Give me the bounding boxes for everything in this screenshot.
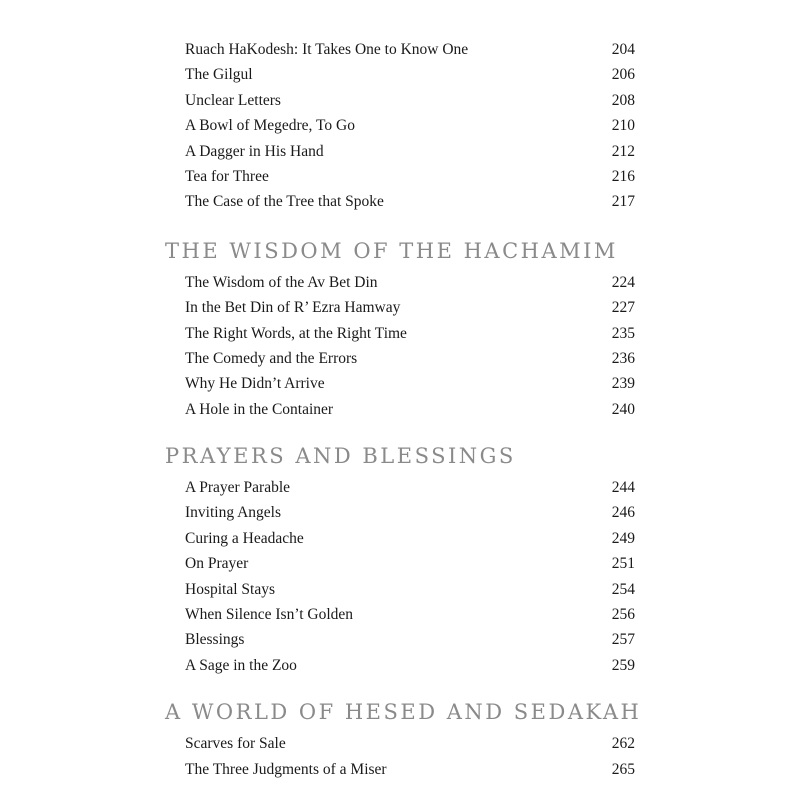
toc-entry-title: A Prayer Parable: [185, 479, 291, 497]
toc-entry-title: Hospital Stays: [185, 580, 275, 598]
toc-entry: [160, 139, 640, 164]
toc-entry-title: The Comedy and the Errors: [185, 349, 358, 367]
toc-entry-title: Tea for Three: [185, 167, 269, 185]
toc-entry: [160, 602, 640, 627]
toc-entry-title: Inviting Angels: [185, 504, 282, 522]
toc-entry: [160, 500, 640, 525]
toc-page-number: 206: [611, 66, 635, 84]
toc-page-number: 265: [611, 760, 635, 778]
toc-entry: [160, 475, 640, 500]
toc-entry-title: Curing a Headache: [185, 529, 304, 547]
table-of-contents: [160, 37, 640, 782]
toc-page-number: 256: [611, 606, 635, 624]
toc-page-number: 204: [611, 41, 635, 58]
toc-section-hesed: [160, 690, 640, 782]
toc-entry: [160, 62, 640, 87]
toc-page-number: 236: [611, 349, 635, 367]
toc-entry: [160, 164, 640, 189]
toc-page-number: 257: [611, 631, 635, 649]
toc-page-number: 254: [611, 580, 635, 598]
toc-entry-title: Blessings: [185, 631, 245, 649]
toc-entry-title: The Gilgul: [185, 66, 253, 84]
section-heading: A WORLD OF HESED AND SEDAKAH: [165, 700, 642, 725]
toc-page-number: 212: [611, 142, 635, 160]
toc-entry: [160, 321, 640, 346]
toc-page-number: 249: [611, 529, 635, 547]
toc-page-number: 227: [611, 299, 635, 317]
toc-entry: [160, 270, 640, 295]
toc-entry: [160, 397, 640, 422]
toc-entry-title: A Sage in the Zoo: [185, 656, 297, 674]
toc-entry: [160, 577, 640, 602]
toc-entry-title: A Dagger in His Hand: [185, 142, 324, 160]
toc-entry: [160, 295, 640, 320]
toc-page-number: 262: [611, 735, 635, 753]
toc-entry: [160, 551, 640, 576]
toc-page-number: 246: [611, 504, 635, 522]
toc-entry: [160, 627, 640, 652]
toc-page-number: 235: [611, 324, 635, 342]
toc-section-prayers: [160, 434, 640, 678]
toc-entry-title: The Wisdom of the Av Bet Din: [185, 273, 378, 291]
toc-page-number: 259: [611, 656, 635, 674]
toc-entry-title: The Case of the Tree that Spoke: [185, 193, 384, 211]
toc-page-number: 210: [611, 117, 635, 135]
toc-entry-title: Ruach HaKodesh: It Takes One to Know One: [185, 41, 469, 58]
toc-entry: [160, 189, 640, 214]
toc-page-number: 217: [611, 193, 635, 211]
toc-page-number: 240: [611, 400, 635, 418]
toc-entry-title: In the Bet Din of R’ Ezra Hamway: [185, 299, 401, 317]
toc-entry: [160, 346, 640, 371]
toc-entry: [160, 731, 640, 756]
toc-entry: [160, 37, 640, 62]
toc-section-wisdom: [160, 229, 640, 422]
toc-entry-title: Unclear Letters: [185, 91, 281, 109]
toc-entry: [160, 653, 640, 678]
toc-entry: [160, 88, 640, 113]
toc-page-number: 239: [611, 375, 635, 393]
toc-page-number: 244: [611, 479, 635, 497]
section-heading: THE WISDOM OF THE HACHAMIM: [165, 238, 618, 263]
toc-entry-title: Scarves for Sale: [185, 735, 286, 753]
toc-page-number: 216: [611, 167, 635, 185]
toc-entry-title: The Three Judgments of a Miser: [185, 760, 387, 778]
toc-section-continued: [160, 37, 640, 215]
toc-entry-title: A Bowl of Megedre, To Go: [185, 117, 355, 135]
toc-entry-title: Why He Didn’t Arrive: [185, 375, 325, 393]
section-heading: PRAYERS AND BLESSINGS: [165, 444, 516, 469]
toc-page-number: 224: [611, 273, 635, 291]
toc-entry: [160, 113, 640, 138]
toc-entry-title: When Silence Isn’t Golden: [185, 606, 354, 624]
toc-entry-title: On Prayer: [185, 555, 249, 573]
toc-entry-title: A Hole in the Container: [185, 400, 334, 418]
toc-entry: [160, 371, 640, 396]
toc-page-number: 251: [611, 555, 635, 573]
toc-page-number: 208: [611, 91, 635, 109]
toc-entry: [160, 526, 640, 551]
toc-entry: [160, 757, 640, 782]
toc-entry-title: The Right Words, at the Right Time: [185, 324, 407, 342]
